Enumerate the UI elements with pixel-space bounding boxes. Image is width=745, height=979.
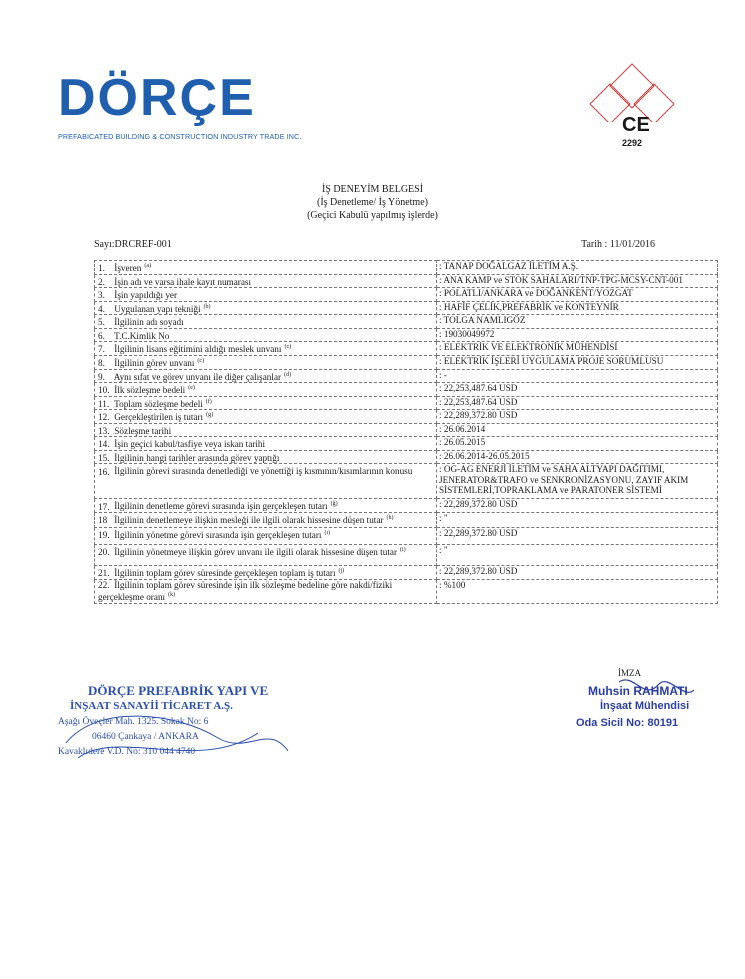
row-label-text: İşveren [114,263,142,274]
document-title [0,183,745,222]
row-number: 16. [98,466,110,477]
row-value: : ELEKTRİK İŞLERİ UYGULAMA PROJE SORUMLUSU [437,355,718,369]
row-value: : 22,253,487.64 USD [437,383,718,397]
signer-chamber-no: Oda Sicil No: 80191 [576,717,679,729]
row-label [95,315,437,329]
row-number: 17. [98,501,110,512]
signature-label: İMZA [618,668,641,678]
row-footnote: (b) [203,303,211,310]
row-value: : OG-AG ENERJİ İLETİM ve SAHA ALTYAPI DAĞITIMI, JENERATOR&TRAFO ve SENKRONİZASYONU, ZAYIF AKIM SİSTEMLERİ,TOPRAKLAMA ve PARATONER SİSTEMİ [437,464,718,499]
row-label [95,369,437,383]
company-logo [58,68,318,148]
row-footnote: (ı) [324,530,331,536]
row-value: : 22,289,372.80 USD [437,410,718,424]
row-label-text: İşin adı ve varsa ihale kayıt numarası [114,276,252,287]
row-label-text: İlk sözleşme bedeli [114,385,186,396]
row-label [95,288,437,302]
ce-number: 2292 [622,138,643,148]
row-label [95,355,437,369]
certification-diamonds-icon [572,62,692,122]
table-row [95,288,718,302]
stamp-line-1: DÖRÇE PREFABRİK YAPI VE [88,683,269,698]
logo-wordmark: DÖRÇE [58,69,256,127]
row-label-text: Gerçekleştirilen iş tutarı [114,412,204,423]
row-number: 13. [98,425,110,436]
row-label-text: İlgilinin yönetmeye ilişkin görev unvanı ile ilgili olarak hissesine düşen tutar [114,547,398,558]
row-label [95,410,437,424]
row-label-text: İlgilinin denetleme görevi sırasında işin gerçekleşen tutarı [114,501,328,512]
table-row [95,410,718,424]
row-label [95,396,437,410]
table-row [95,437,718,451]
row-label [95,545,437,566]
document-date: Tarih : 11/01/2016 [581,239,655,250]
row-value: : 22,253,487.64 USD [437,396,718,410]
row-label-text: İlgilinin denetlemeye ilişkin mesleği ile ilgili olarak hissesine düşen tutar [114,515,384,526]
row-label [95,437,437,451]
table-row [95,355,718,369]
title-line-3: (Geçici Kabulü yapılmış işlerde) [307,210,438,221]
row-value: : POLATLI/ANKARA ve DOĞANKENT/YOZGAT [437,288,718,302]
row-label-text: İlgilinin toplam görev süresinde işin ilk sözleşme bedeline göre nakdi/fiziki gerçekleşme oranı [98,579,393,603]
table-row [95,579,718,603]
row-label-text: İşin yapıldığı yer [114,290,178,301]
row-footnote: (h) [386,515,394,521]
table-row [95,450,718,464]
row-value: : TANAP DOĞALGAZ İLETİM A.Ş. [437,261,718,275]
row-label-text: Sözleşme tarihi [114,425,172,436]
row-number: 1. [98,263,105,274]
row-label [95,261,437,275]
row-footnote: (g) [206,412,214,419]
signer-name: Muhsin RAHMATI [588,684,688,698]
logo-tagline: PREFABICATED BUILDING & CONSTRUCTION INDUSTRY TRADE INC. [58,132,302,141]
table-row [95,261,718,275]
signer-title: İnşaat Mühendisi [600,700,690,712]
row-label-text: Toplam sözleşme bedeli [114,398,203,409]
row-number: 21. [98,568,110,579]
table-row [95,315,718,329]
row-value: : ELEKTRİK VE ELEKTRONİK MÜHENDİSİ [437,342,718,356]
row-label-text: İlgilinin görev unvanı [114,358,195,368]
row-label-text: İlgilinin adı soyadı [114,317,184,328]
row-value: : TOLGA NAMLIGÖZ [437,315,718,329]
table-row [95,513,718,528]
row-number: 3. [98,290,105,301]
row-label-text: İlgilinin lisans eğitimini aldığı meslek unvanı [114,344,282,355]
signature-block [574,668,724,748]
row-value: : 22,289,372.80 USD [437,528,718,545]
row-label [95,464,437,499]
row-label-text: İlgilinin toplam görev süresinde gerçekleşen toplam iş tutarı [114,568,336,579]
certification-badges [572,62,692,152]
table-row [95,383,718,397]
row-number: 9. [98,371,105,382]
row-value: : 26.06.2014-26.05.2015 [437,450,718,464]
row-value: : HAFİF ÇELİK,PREFABRİK ve KONTEYNİR [437,301,718,315]
row-value: : ANA KAMP ve STOK SAHALARI/TNP-TPG-MCSY-CNT-001 [437,274,718,288]
row-number: 4. [98,303,105,314]
row-number: 8. [98,358,105,368]
company-stamp [58,683,298,783]
row-number: 22. [98,579,110,590]
reference-number: Sayı:DRCREF-001 [94,239,172,250]
row-number: 14. [98,439,110,450]
stamp-line-3: Aşağı Öveçler Mah. 1325. Sokak No: 6 [58,717,209,727]
row-footnote: (i) [400,547,406,553]
row-value: : 26.05.2015 [437,437,718,451]
stamp-line-5: Kavaklıdere V.D. No: 310 044 4740 [58,747,196,757]
row-footnote: (ğ) [330,501,338,508]
row-label [95,528,437,545]
ce-mark: CE [622,114,650,136]
row-value: : 19030049972 [437,328,718,342]
row-footnote: (d) [284,371,292,378]
row-value: : - [437,369,718,383]
row-label-text: T.C.Kimlik No [114,330,170,341]
table-row [95,396,718,410]
row-label [95,301,437,315]
table-row [95,301,718,315]
table-row [95,328,718,342]
table-row [95,528,718,545]
row-number: 2. [98,276,105,287]
row-number: 15. [98,452,110,463]
row-footnote: (f) [205,398,212,405]
row-number: 10. [98,385,110,396]
row-number: 5. [98,317,105,328]
table-row [95,464,718,499]
row-number: 18 [98,515,108,526]
row-label [95,383,437,397]
row-value: : %100 [437,579,718,603]
experience-table [94,260,718,604]
row-number: 11. [98,398,110,409]
row-footnote: (k) [168,592,176,599]
table-row [95,423,718,437]
stamp-line-2: İNŞAAT SANAYİİ TİCARET A.Ş. [70,700,233,712]
title-line-1: İŞ DENEYİM BELGESİ [321,184,424,195]
row-label-text: İlgilinin görevi sırasında denetlediği ve yönettiği iş kısmının/kısımlarının konusu [114,466,413,477]
row-number: 7. [98,344,105,355]
row-value: : 22,289,372.80 USD [437,566,718,580]
table-row [95,499,718,513]
row-label-text: İlgilinin hangi tarihler arasında görev yaptığı [114,452,280,463]
row-label-text: Uygulanan yapı tekniği [114,303,201,314]
row-number: 20. [98,547,110,558]
stamp-line-4: 06460 Çankaya / ANKARA [92,732,199,742]
table-row [95,274,718,288]
row-label [95,579,437,603]
row-label [95,423,437,437]
table-row [95,369,718,383]
row-footnote: (e) [188,385,195,392]
row-label-text: Aynı sıfat ve görev unvanı ile diğer çalışanlar [113,371,282,382]
row-number: 19. [98,530,110,541]
table-row [95,342,718,356]
row-label [95,342,437,356]
row-label-text: İlgilinin yönetme görevi sırasında işin gerçekleşen tutarı [114,530,322,541]
row-number: 6. [98,330,105,341]
row-label [95,566,437,580]
table-row [95,566,718,580]
row-value: : 26.06.2014 [437,423,718,437]
row-footnote: (j) [338,568,345,574]
row-label [95,450,437,464]
title-line-2: (İş Denetleme/ İş Yönetme) [317,197,428,208]
row-footnote: (c) [197,357,205,364]
row-number: 12. [98,412,110,423]
row-label [95,513,437,528]
row-value: : 22,289,372.80 USD [437,499,718,513]
table-row [95,545,718,566]
row-value: : " [437,545,718,566]
row-label [95,274,437,288]
row-value: : " [437,513,718,528]
row-label-text: İşin geçici kabul/tasfiye veya iskan tarihi [114,439,266,450]
row-footnote: (c) [284,344,292,351]
row-footnote: (a) [144,263,152,269]
row-label [95,499,437,513]
row-label [95,328,437,342]
